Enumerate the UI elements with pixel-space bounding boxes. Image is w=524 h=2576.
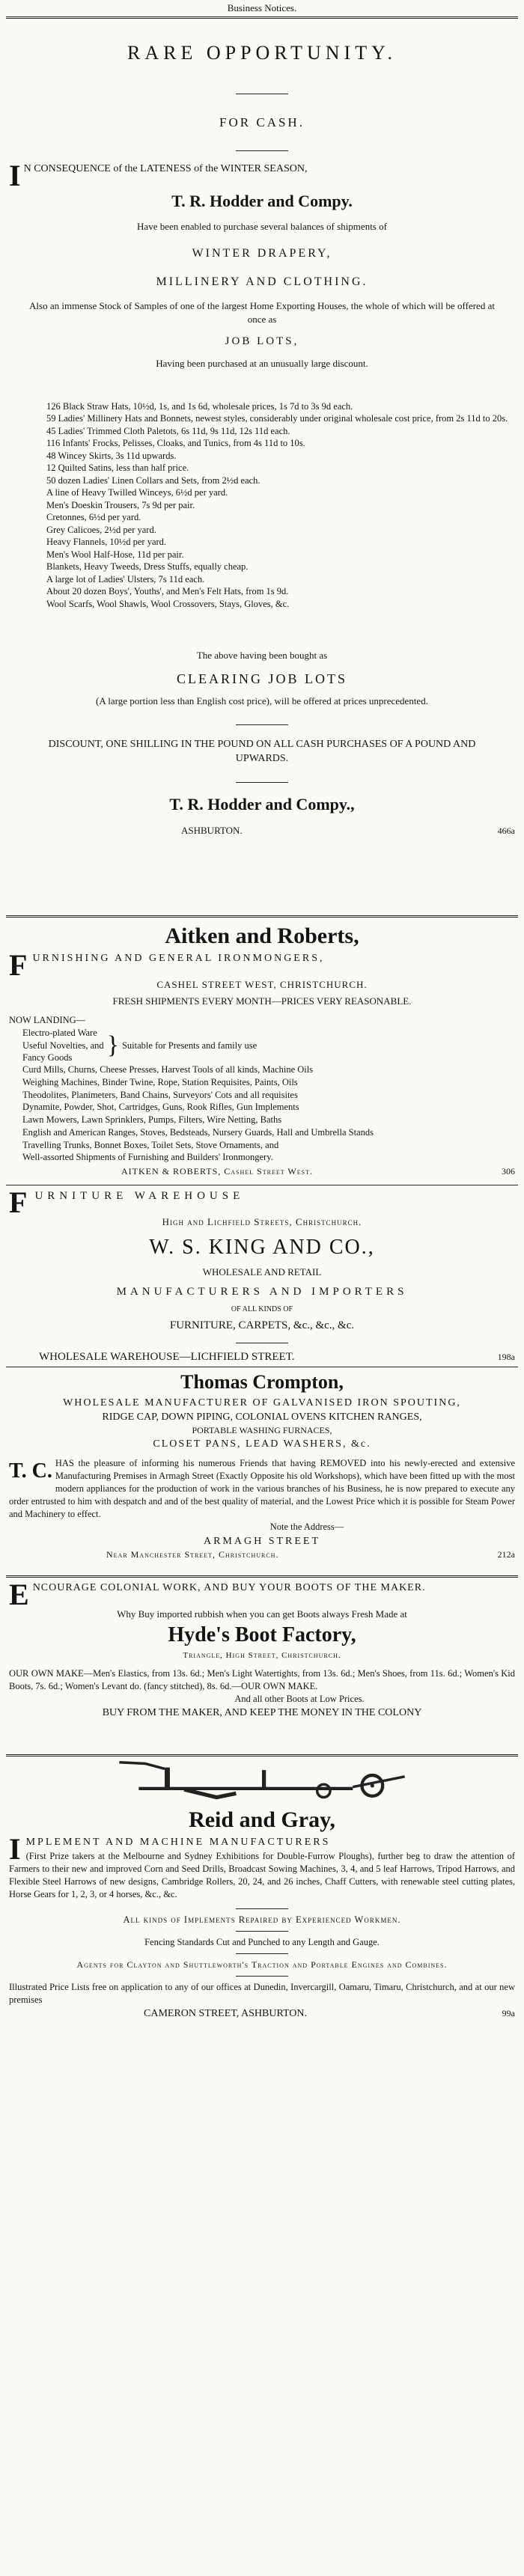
list-item: 48 Wincey Skirts, 3s 11d upwards. — [46, 450, 177, 461]
line: CLOSET PANS, LEAD WASHERS, &c. — [153, 1438, 371, 1450]
ad-ref: 198a — [497, 1351, 515, 1362]
section-header: Business Notices. — [227, 2, 297, 13]
list-item: Useful Novelties, and — [22, 1040, 104, 1051]
subhead: FOR CASH. — [219, 115, 305, 129]
note: Note the Address— — [269, 1522, 344, 1533]
drop-cap: F — [9, 1185, 32, 1219]
body: (First Prize takers at the Melbourne and Sydney Exhibitions for Double-Furrow Ploughs), further beg to draw the attention of Farmers to their new and improved Corn and Seed Drills, Broadcast Sowing Machines, 3, 4, and 5 leaf Harrows, Tripod Harrows, and Flexible Steel Harrows of new designs, Cambridge Rollers, 20, 24, and 26 inches, Chaff Cutters, with renewable steel cutting plates, Horse Gears for 1, 2, 3, or 4 horses, &c., &c. — [9, 1850, 515, 1899]
list-item: Fancy Goods — [22, 1052, 73, 1063]
drop-cap: T. C. — [9, 1459, 52, 1483]
street: CAMERON STREET, ASHBURTON. — [144, 2007, 307, 2019]
also-text: Also an immense Stock of Samples of one of the largest Home Exporting Houses, the whole of which will be offered at once as — [29, 300, 495, 325]
intro — [9, 1577, 515, 1611]
manufacturers: MANUFACTURERS AND IMPORTERS — [116, 1286, 408, 1298]
ad-ws-king — [0, 1185, 524, 1367]
list-item: 126 Black Straw Hats, 10½d, 1s, and 1s 6d, wholesale prices, 1s 7d to 3s 9d each. — [46, 400, 353, 412]
intro-text: URNITURE WAREHOUSE — [34, 1189, 245, 1202]
list-item: Curd Mills, Churns, Cheese Presses, Harvest Tools of all kinds, Machine Oils — [22, 1064, 314, 1075]
signature: AITKEN & ROBERTS, Cashel Street West. — [121, 1166, 313, 1177]
address: Triangle, High Street, Christchurch. — [183, 1650, 341, 1660]
list-item: 50 dozen Ladies' Linen Collars and Sets, from 2½d each. — [46, 474, 261, 486]
list-item: About 20 dozen Boys', Youths', and Men's Felt Hats, from 1s 9d. — [46, 586, 289, 597]
ad-reid-gray — [0, 1761, 524, 2090]
line: PORTABLE WASHING FURNACES, — [192, 1425, 332, 1436]
list-item: Well-assorted Shipments of Furnishing and Builders' Ironmongery. — [22, 1152, 273, 1163]
purchased-text: Having been purchased at an unusually large discount. — [156, 357, 368, 369]
drop-cap: E — [9, 1577, 30, 1611]
short-rule — [236, 1931, 288, 1932]
drop-cap: I — [9, 1832, 23, 1867]
line: RIDGE CAP, DOWN PIPING, COLONIAL OVENS KITCHEN RANGES, — [102, 1411, 422, 1423]
short-rule — [236, 1953, 288, 1954]
intro — [9, 948, 515, 983]
list-item: Weighing Machines, Binder Twine, Rope, Station Requisites, Paints, Oils — [22, 1076, 298, 1087]
ad-hyde-boot — [0, 1577, 524, 1754]
short-rule — [236, 150, 288, 151]
drop-cap: I — [9, 159, 21, 193]
intro — [9, 1832, 515, 1867]
body-text: HAS the pleasure of informing his numerous Friends that having REMOVED into his newly-erected and extensive Manufacturing Premises in Armagh Street (Exactly Opposite his old Workshops), which have been fitted up with the most modern appliances for the production of work in the various branches of his Business, he is now prepared to execute any order entrusted to him with despatch and and of the best quality of material, and the Lowest Price which it is possible for Steam Power and Machinery to effect. — [9, 1458, 515, 1520]
list-item: 45 Ladies' Trimmed Cloth Paletots, 6s 11d, 9s 11d, 12s 11d each. — [46, 425, 290, 436]
intro — [9, 1185, 515, 1219]
list-item: Heavy Flannels, 10½d per yard. — [46, 537, 167, 548]
price-lists: Illustrated Price Lists free on application to any of our offices at Dunedin, Invercargill, Oamaru, Timaru, Christchurch, and at our new premises — [9, 1981, 515, 2005]
headline: RARE OPPORTUNITY. — [127, 41, 397, 64]
agents: Agents for Clayton and Shuttleworth's Traction and Portable Engines and Combines. — [76, 1959, 448, 1971]
list-item: Electro-plated Ware — [22, 1028, 97, 1039]
firm-name: W. S. KING AND CO., — [149, 1235, 375, 1259]
rule — [6, 915, 518, 918]
firm-name: Thomas Crompton, — [180, 1370, 344, 1393]
other-boots: And all other Boots at Low Prices. — [234, 1693, 365, 1704]
list-item: Wool Scarfs, Wool Shawls, Wool Crossovers, Stays, Gloves, &c. — [46, 598, 290, 609]
list-item: English and American Ranges, Stoves, Bedsteads, Nursery Guards, Hall and Umbrella Stands — [22, 1126, 374, 1138]
intro-text: URNISHING AND GENERAL IRONMONGERS, — [32, 953, 325, 965]
shipments: FRESH SHIPMENTS EVERY MONTH—PRICES VERY REASONABLE. — [112, 995, 412, 1007]
warehouse-line: WHOLESALE WAREHOUSE—LICHFIELD STREET. — [39, 1350, 295, 1363]
rule — [6, 1575, 518, 1578]
large-portion: (A large portion less than English cost price), will be offered at prices unprecedented. — [96, 695, 428, 706]
line: WHOLESALE MANUFACTURER OF GALVANISED IRON SPOUTING, — [63, 1397, 461, 1408]
brace-icon: } — [106, 1031, 119, 1059]
firm-signature: T. R. Hodder and Compy., — [169, 795, 355, 814]
list-item: Men's Wool Half-Hose, 11d per pair. — [46, 549, 184, 560]
repaired: All kinds of Implements Repaired by Experienced Workmen. — [123, 1914, 401, 1925]
intro-text: NCOURAGE COLONIAL WORK, AND BUY YOUR BOOTS OF THE MAKER. — [32, 1581, 426, 1593]
job-lots: JOB LOTS, — [225, 335, 299, 347]
intro-text: MPLEMENT AND MACHINE MANUFACTURERS — [25, 1837, 331, 1849]
firm-name: Reid and Gray, — [189, 1807, 335, 1832]
millinery-line: MILLINERY AND CLOTHING. — [156, 275, 368, 288]
rule — [6, 16, 518, 19]
list-item: Men's Doeskin Trousers, 7s 9d per pair. — [46, 499, 195, 510]
intro — [9, 159, 515, 193]
fencing: Fencing Standards Cut and Punched to any Length and Gauge. — [144, 1936, 380, 1947]
list-item: 116 Infants' Frocks, Pelisses, Cloaks, and Tunics, from 4s 11d to 10s. — [46, 438, 305, 449]
lots-list — [9, 400, 515, 611]
buy-line: BUY FROM THE MAKER, AND KEEP THE MONEY IN THE COLONY — [102, 1706, 422, 1718]
clearing-lots: CLEARING JOB LOTS — [176, 671, 347, 686]
ad-ref: 466a — [497, 825, 515, 836]
address: CASHEL STREET WEST, CHRISTCHURCH. — [156, 979, 368, 991]
why-buy: Why Buy imported rubbish when you can get Boots always Fresh Made at — [117, 1608, 407, 1620]
enabled-text: Have been enabled to purchase several balances of shipments of — [137, 220, 387, 232]
furniture-line: FURNITURE, CARPETS, &c., &c., &c. — [169, 1319, 355, 1331]
brace-group — [9, 1027, 515, 1063]
ad-ref: 212a — [497, 1548, 515, 1560]
list-item: Lawn Mowers, Lawn Sprinklers, Pumps, Filters, Wire Netting, Baths — [22, 1114, 282, 1126]
list-item: Blankets, Heavy Tweeds, Dress Stuffs, equally cheap. — [46, 561, 249, 573]
drapery-line: WINTER DRAPERY, — [192, 246, 332, 260]
now-landing: NOW LANDING— — [9, 1015, 86, 1026]
intro-text: N CONSEQUENCE of the LATENESS of the WINTER SEASON, — [23, 163, 308, 175]
list-item: Dynamite, Powder, Shot, Cartridges, Guns, Rook Rifles, Gun Implements — [22, 1102, 299, 1113]
address: High and Lichfield Streets, Christchurch. — [162, 1215, 362, 1227]
firm-name: T. R. Hodder and Compy. — [171, 191, 353, 210]
short-rule — [236, 1908, 288, 1909]
bought-text: The above having been bought as — [196, 650, 328, 662]
firm-name: Aitken and Roberts, — [165, 923, 359, 948]
body: OUR OWN MAKE—Men's Elastics, from 13s. 6d.; Men's Light Watertights, from 13s. 6d.; Men's Shoes, from 11s. 6d.; Women's Kid Boots, 7s. 6d.; Women's Levant do. (fancy stitched), 8s. 6d.—OUR OWN MAKE. — [9, 1667, 515, 1691]
list-item: Grey Calicoes, 2½d per yard. — [46, 524, 156, 535]
list-item: Travelling Trunks, Bonnet Boxes, Toilet Sets, Stove Ornaments, and — [22, 1139, 279, 1150]
near: Near Manchester Street, Christchurch. — [106, 1548, 279, 1560]
ad-aitken-roberts — [0, 921, 524, 1185]
list-item: A large lot of Ladies' Ulsters, 7s 11d each. — [46, 573, 205, 585]
town: ASHBURTON. — [181, 824, 243, 836]
ad-thomas-crompton — [0, 1369, 524, 1575]
plough-illustration-icon — [9, 1761, 515, 1800]
street: ARMAGH STREET — [203, 1535, 321, 1547]
list-item: Cretonnes, 6½d per yard. — [46, 512, 141, 523]
ad-hodder — [0, 40, 524, 915]
firm-name: Hyde's Boot Factory, — [168, 1623, 356, 1646]
wholesale-retail: WHOLESALE AND RETAIL — [202, 1266, 322, 1278]
ad-ref: 99a — [502, 2007, 515, 2018]
ad-ref: 306 — [502, 1166, 515, 1177]
list-item: 12 Quilted Satins, less than half price. — [46, 463, 189, 474]
body — [9, 1457, 515, 1521]
discount-text: DISCOUNT, ONE SHILLING IN THE POUND ON ALL CASH PURCHASES OF A POUND AND UPWARDS. — [48, 738, 476, 765]
short-rule — [236, 724, 288, 725]
list-item: 59 Ladies' Millinery Hats and Bonnets, newest styles, considerably under original wholesale cost price, from 2s 11d to 20s. — [46, 413, 508, 424]
short-rule — [236, 782, 288, 783]
items-list — [9, 1063, 515, 1164]
rule — [6, 1754, 518, 1756]
of-all-kinds: OF ALL KINDS OF — [231, 1305, 293, 1314]
list-item: A line of Heavy Twilled Winceys, 6½d per yard. — [46, 487, 228, 498]
brace-note: Suitable for Presents and family use — [121, 1040, 258, 1051]
short-rule — [236, 1976, 288, 1977]
list-item: Theodolites, Planimeters, Band Chains, Surveyors' Cots and all requisites — [22, 1089, 298, 1100]
drop-cap: F — [9, 948, 30, 983]
